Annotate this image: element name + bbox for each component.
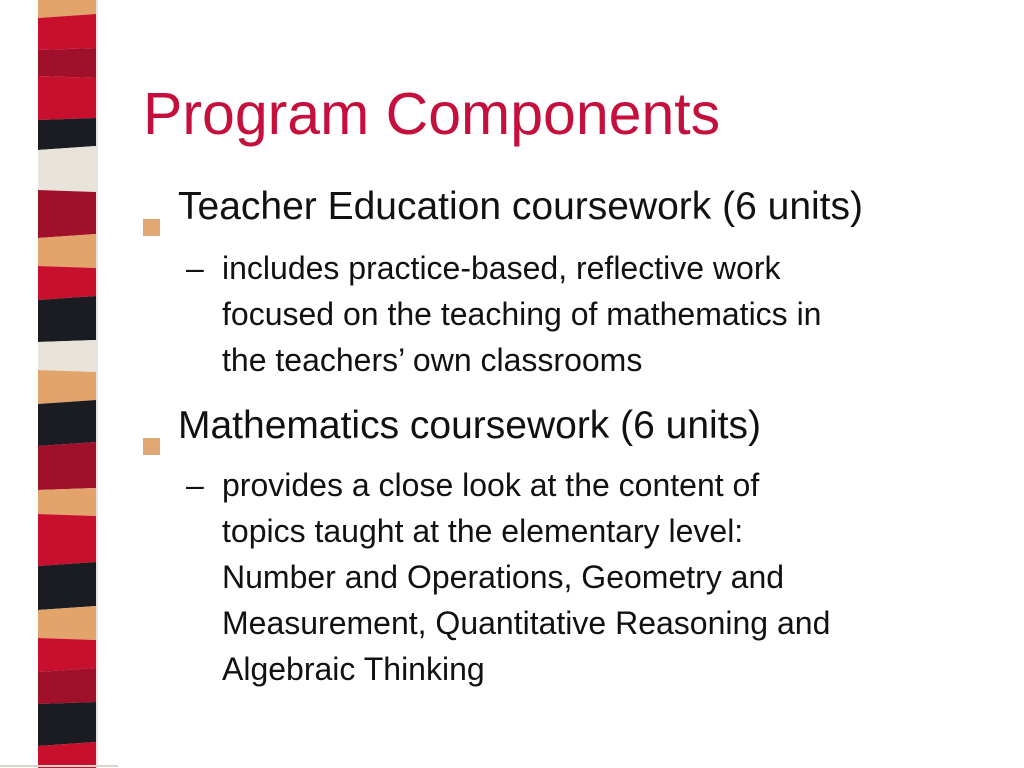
sub-bullet-text [222,245,821,383]
slide-title: Program Components [143,81,721,147]
sub-bullet-line: topics taught at the elementary level: [222,513,744,549]
sub-bullet-line: Measurement, Quantitative Reasoning and [222,605,831,641]
square-bullet-icon [143,200,160,217]
square-bullet-icon [143,419,160,436]
sub-bullet-line: provides a close look at the content of [222,467,760,503]
sub-bullet-line: focused on the teaching of mathematics in [222,296,822,332]
bullet-text: Teacher Education coursework (6 units) [178,185,863,228]
bullet-text: Mathematics coursework (6 units) [178,404,762,447]
sub-bullet-text [222,462,830,692]
sub-bullet-line: the teachers’ own classrooms [222,342,643,378]
sub-bullet-line: Number and Operations, Geometry and [222,559,785,595]
stripe-pattern [0,0,118,768]
dash-bullet: – [186,250,204,286]
sub-bullet-line: includes practice-based, reflective work [222,250,781,286]
sub-bullet-line: Algebraic Thinking [222,651,485,687]
decorative-stripe-bar [0,0,118,768]
dash-bullet: – [186,467,204,503]
